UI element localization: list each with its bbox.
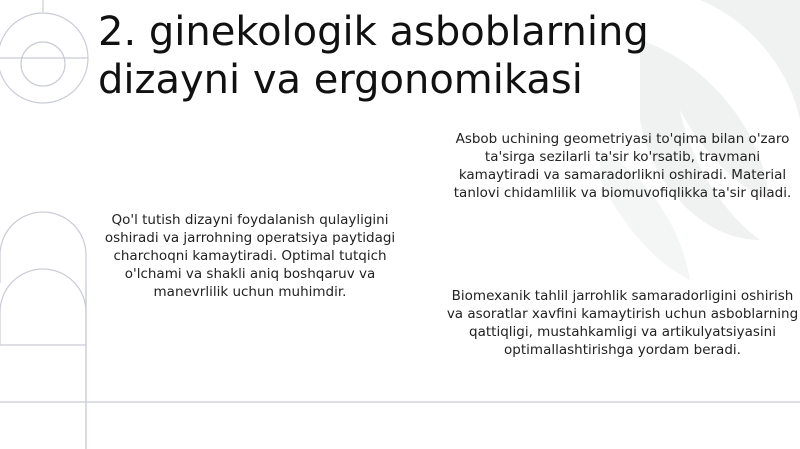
arch-outline-decoration: [0, 212, 86, 449]
paragraph-tip-geometry: Asbob uchining geometriyasi to'qima bilan o'zaro ta'sirga sezilarli ta'sir ko'rsatib, travmani kamaytiradi va samaradorlikni oshiradi. Material tanlovi chidamlilik va biomuvofiqlikka ta'sir qiladi.: [453, 131, 792, 201]
paragraph-grip-design: Qo'l tutish dizayni foydalanish qulayligini oshiradi va jarrohning operatsiya paytidagi charchoqni kamaytiradi. Optimal tutqich o'lchami va shakli aniq boshqaruv va manevrlilik uchun muhimdir.: [104, 212, 396, 300]
paragraph-biomechanics: Biomexanik tahlil jarrohlik samaradorligini oshirish va asoratlar xavfini kamaytirish uchun asboblarning qattiqligi, mustahkamligi va artikulyatsiyasini optimallashtirishga yordam beradi.: [446, 288, 799, 358]
slide-title: 2. ginekologik asboblarning dizayni va ergonomikasi: [98, 9, 649, 103]
circle-outline-decoration: [0, 0, 88, 103]
